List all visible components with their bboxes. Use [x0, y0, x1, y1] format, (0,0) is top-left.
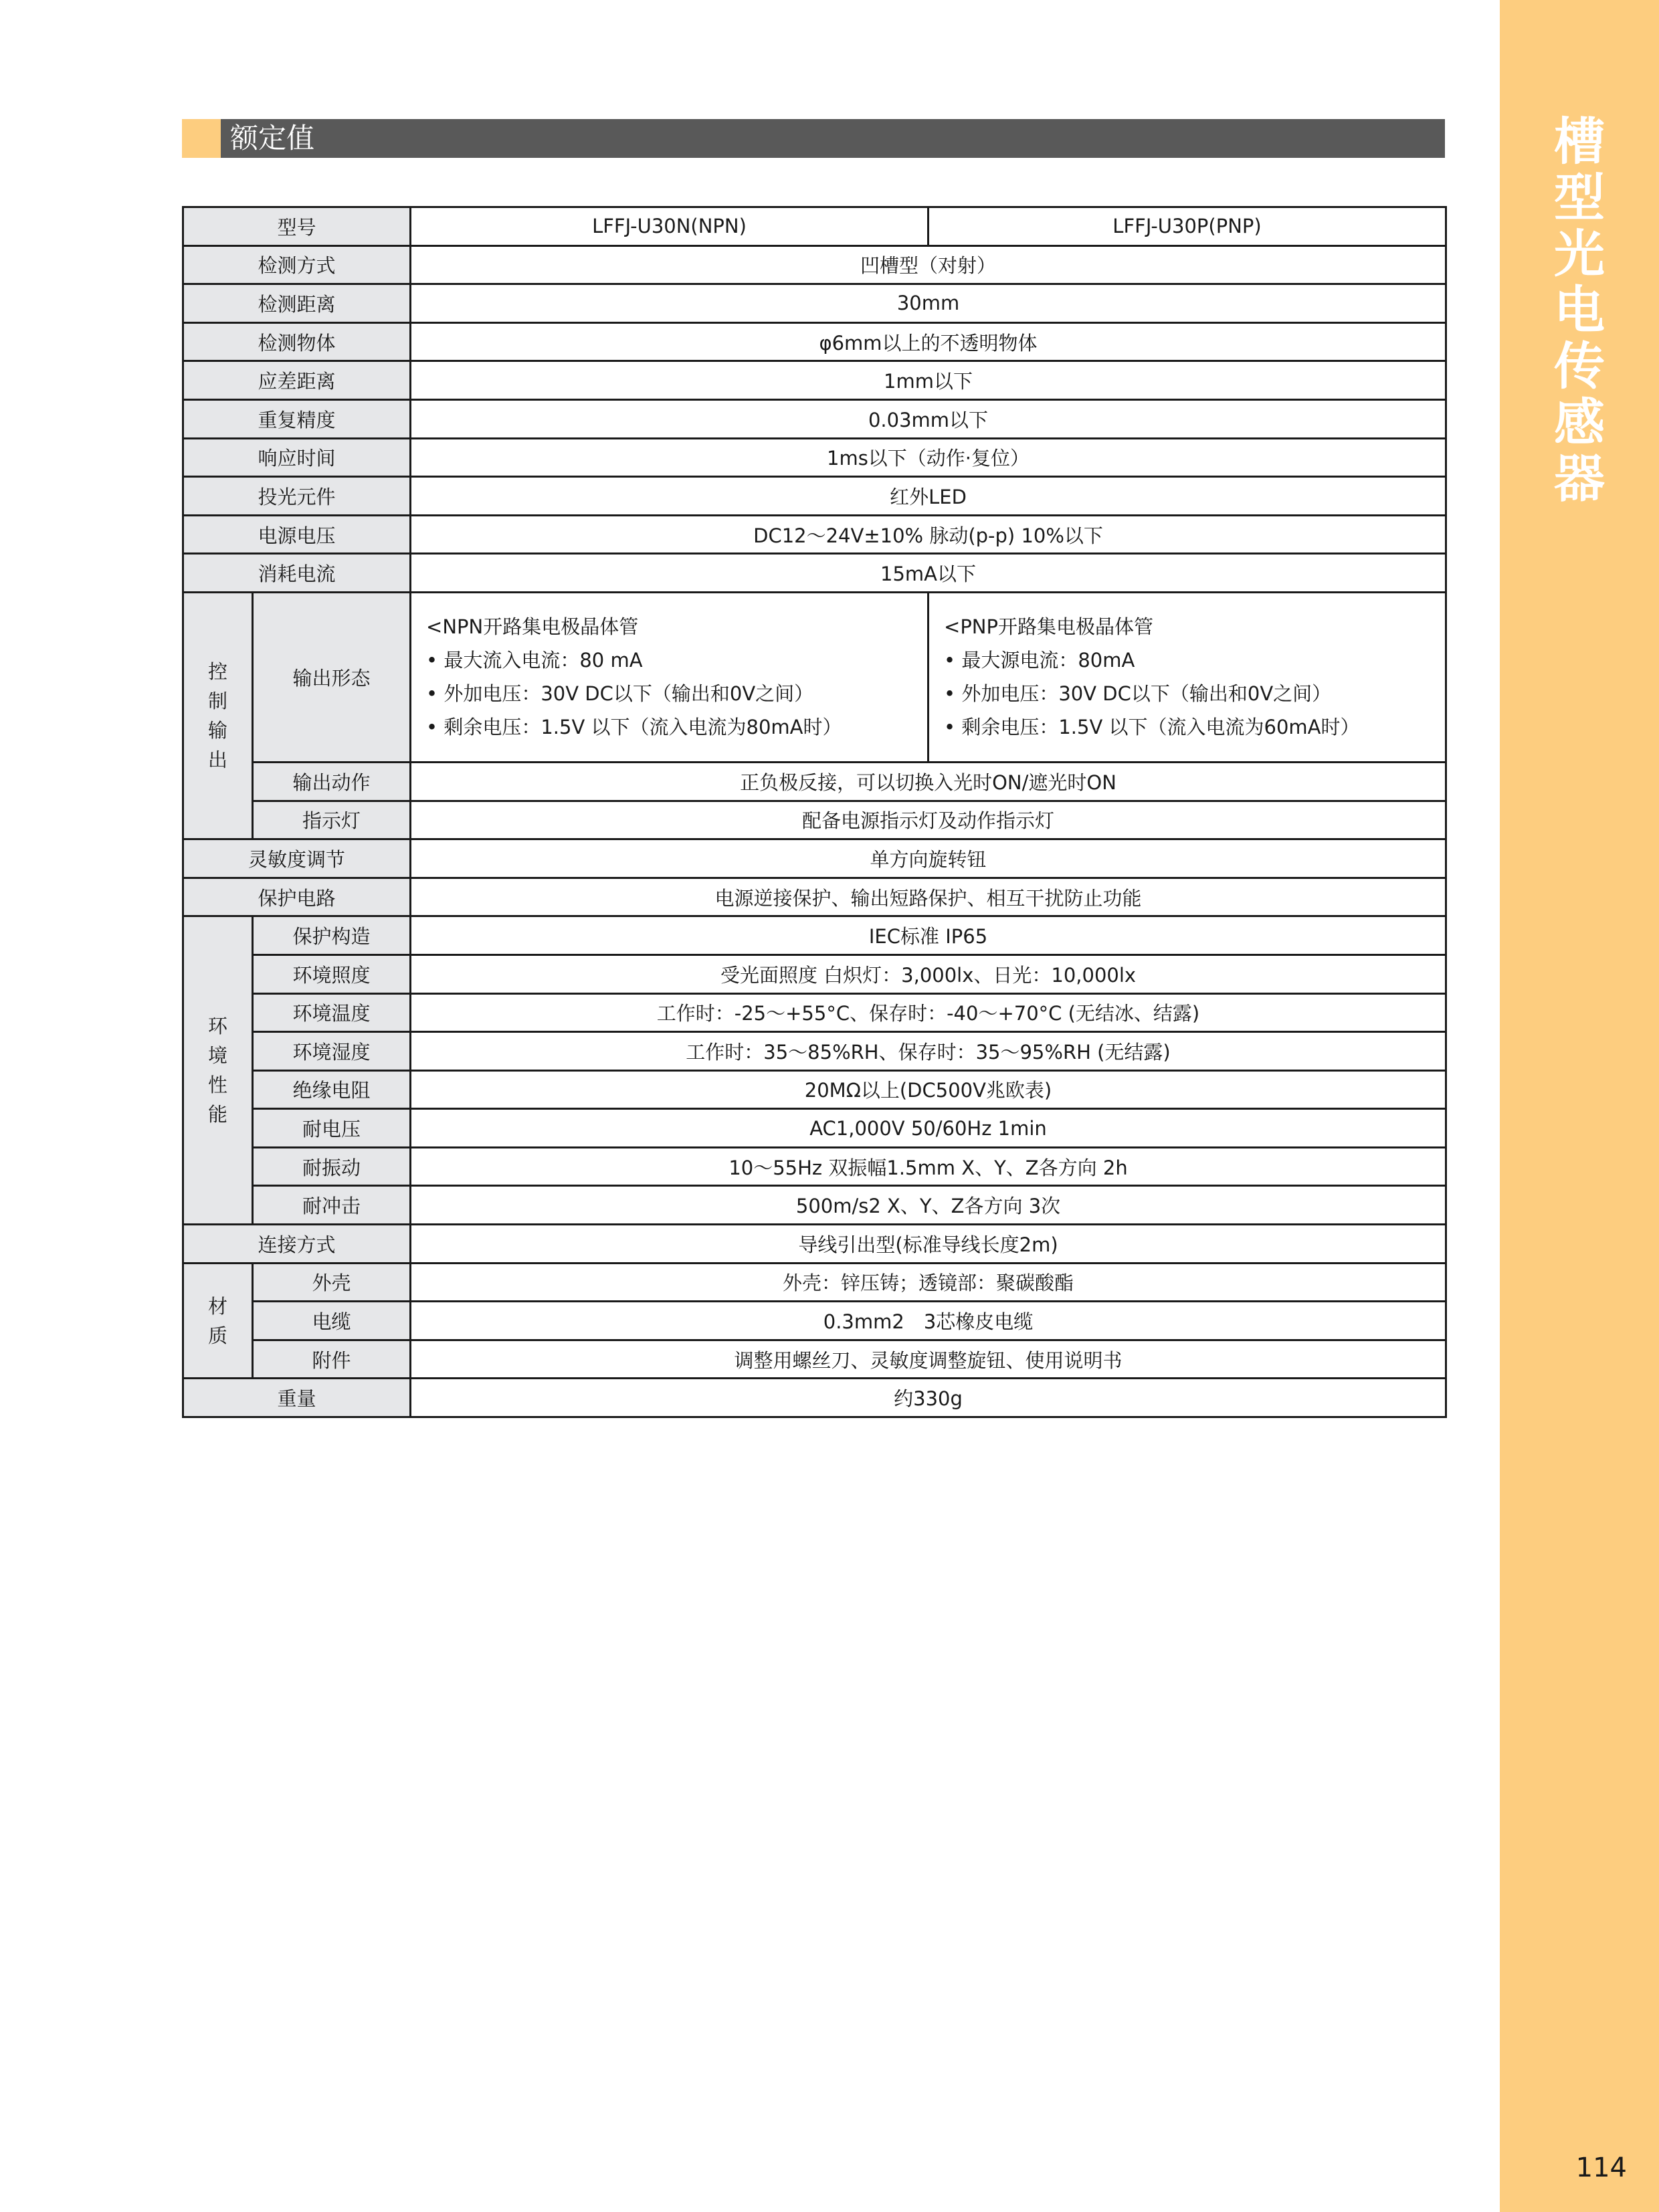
table-row [183, 1032, 1446, 1071]
row-label: 绝缘电阻 [253, 1070, 411, 1109]
row-label: 附件 [253, 1340, 411, 1379]
row-label: 灵敏度调节 [183, 839, 411, 878]
group-label-material [183, 1263, 253, 1379]
table-row [183, 284, 1446, 323]
row-value: IEC标准 IP65 [411, 916, 1446, 955]
row-label: 应差距离 [183, 361, 411, 400]
row-label: 环境温度 [253, 993, 411, 1032]
side-title-char: 型 [1554, 168, 1605, 227]
row-value: 工作时：35～85%RH、保存时：35～95%RH (无结露) [411, 1032, 1446, 1071]
table-row [183, 399, 1446, 438]
group-char: 境 [207, 1044, 227, 1068]
side-title-char: 槽 [1554, 112, 1605, 171]
row-value: 受光面照度 白炽灯：3,000lx、日光：10,000lx [411, 954, 1446, 993]
page-number: 114 [1575, 2152, 1627, 2183]
table-row [183, 839, 1446, 878]
row-value: 调整用螺丝刀、灵敏度调整旋钮、使用说明书 [411, 1340, 1446, 1379]
table-row [183, 554, 1446, 593]
side-title [1500, 114, 1659, 507]
section-title: 额定值 [221, 119, 1445, 158]
table-row [183, 515, 1446, 554]
table-row [183, 762, 1446, 801]
side-title-char: 电 [1554, 280, 1605, 340]
side-title-char: 光 [1554, 224, 1605, 284]
row-value: 约330g [411, 1379, 1446, 1417]
row-value: 1mm以下 [411, 361, 1446, 400]
side-title-char: 器 [1554, 449, 1605, 508]
group-char: 出 [207, 748, 227, 772]
table-row [183, 993, 1446, 1032]
row-value: 单方向旋转钮 [411, 839, 1446, 878]
row-label: 保护构造 [253, 916, 411, 955]
spec-line: • 最大流入电流：80 mA [426, 649, 643, 672]
spec-line: • 剩余电压：1.5V 以下（流入电流为80mA时） [426, 716, 842, 739]
table-row [183, 1263, 1446, 1302]
row-label: 检测方式 [183, 245, 411, 284]
row-value: 20MΩ以上(DC500V兆欧表) [411, 1070, 1446, 1109]
row-value: 凹槽型（对射） [411, 245, 1446, 284]
group-label-control-output [183, 592, 253, 839]
row-value: φ6mm以上的不透明物体 [411, 322, 1446, 361]
table-row [183, 361, 1446, 400]
table-row [183, 592, 1446, 762]
table-row [183, 878, 1446, 916]
row-value: 0.03mm以下 [411, 399, 1446, 438]
row-value: 30mm [411, 284, 1446, 323]
model-pnp: LFFJ-U30P(PNP) [929, 207, 1446, 246]
spec-table [182, 206, 1447, 1418]
side-tab [1500, 0, 1659, 2212]
row-label: 耐振动 [253, 1147, 411, 1186]
row-value: 15mA以下 [411, 554, 1446, 593]
row-label: 电源电压 [183, 515, 411, 554]
spec-line: <PNP开路集电极晶体管 [944, 615, 1153, 639]
row-label: 外壳 [253, 1263, 411, 1302]
row-value: 10～55Hz 双振幅1.5mm X、Y、Z各方向 2h [411, 1147, 1446, 1186]
row-label: 检测物体 [183, 322, 411, 361]
row-label: 指示灯 [253, 801, 411, 839]
spec-line: <NPN开路集电极晶体管 [426, 615, 639, 639]
row-value: 500m/s2 X、Y、Z各方向 3次 [411, 1186, 1446, 1225]
spec-line: • 剩余电压：1.5V 以下（流入电流为60mA时） [944, 716, 1360, 739]
row-label: 重量 [183, 1379, 411, 1417]
spec-line: • 最大源电流：80mA [944, 649, 1135, 672]
table-row [183, 245, 1446, 284]
table-row [183, 322, 1446, 361]
row-value: 红外LED [411, 477, 1446, 516]
row-label: 消耗电流 [183, 554, 411, 593]
spec-line: • 外加电压：30V DC以下（输出和0V之间） [944, 682, 1332, 706]
row-value: 外壳：锌压铸；透镜部：聚碳酸酯 [411, 1263, 1446, 1302]
group-char: 控 [207, 660, 227, 684]
table-row [183, 1340, 1446, 1379]
row-label: 电缆 [253, 1302, 411, 1340]
table-row [183, 477, 1446, 516]
output-form-npn [411, 592, 929, 762]
output-form-pnp [929, 592, 1446, 762]
row-label: 输出动作 [253, 762, 411, 801]
side-title-char: 感 [1554, 393, 1605, 452]
table-row [183, 954, 1446, 993]
table-row [183, 916, 1446, 955]
row-label: 环境照度 [253, 954, 411, 993]
group-label-environment [183, 916, 253, 1225]
row-label: 连接方式 [183, 1225, 411, 1264]
table-row [183, 1302, 1446, 1340]
row-label: 型号 [183, 207, 411, 246]
model-npn: LFFJ-U30N(NPN) [411, 207, 929, 246]
group-char: 质 [207, 1324, 227, 1347]
row-label: 重复精度 [183, 399, 411, 438]
row-value: 1ms以下（动作·复位） [411, 438, 1446, 477]
row-label: 保护电路 [183, 878, 411, 916]
row-value: DC12～24V±10% 脉动(p-p) 10%以下 [411, 515, 1446, 554]
row-value: 工作时：-25～+55°C、保存时：-40～+70°C (无结冰、结露) [411, 993, 1446, 1032]
table-row [183, 438, 1446, 477]
group-char: 制 [207, 690, 227, 713]
group-char: 能 [207, 1103, 227, 1126]
side-title-char: 传 [1554, 336, 1605, 396]
group-char: 性 [207, 1074, 227, 1097]
table-row [183, 207, 1446, 246]
table-row [183, 1070, 1446, 1109]
group-char: 输 [207, 719, 227, 742]
row-value: 0.3mm2 3芯橡皮电缆 [411, 1302, 1446, 1340]
row-label: 环境湿度 [253, 1032, 411, 1071]
table-row [183, 1186, 1446, 1225]
row-label: 响应时间 [183, 438, 411, 477]
row-value: AC1,000V 50/60Hz 1min [411, 1109, 1446, 1148]
table-row [183, 1109, 1446, 1148]
row-value: 配备电源指示灯及动作指示灯 [411, 801, 1446, 839]
row-value: 电源逆接保护、输出短路保护、相互干扰防止功能 [411, 878, 1446, 916]
group-char: 环 [207, 1015, 227, 1038]
section-header-accent [182, 119, 221, 158]
group-char: 材 [207, 1294, 227, 1318]
row-label: 耐冲击 [253, 1186, 411, 1225]
table-row [183, 801, 1446, 839]
row-label: 检测距离 [183, 284, 411, 323]
row-label: 耐电压 [253, 1109, 411, 1148]
row-label: 输出形态 [253, 592, 411, 762]
row-value: 导线引出型(标准导线长度2m) [411, 1225, 1446, 1264]
row-value: 正负极反接，可以切换入光时ON/遮光时ON [411, 762, 1446, 801]
table-row [183, 1225, 1446, 1264]
spec-line: • 外加电压：30V DC以下（输出和0V之间） [426, 682, 814, 706]
table-row [183, 1379, 1446, 1417]
row-label: 投光元件 [183, 477, 411, 516]
table-row [183, 1147, 1446, 1186]
